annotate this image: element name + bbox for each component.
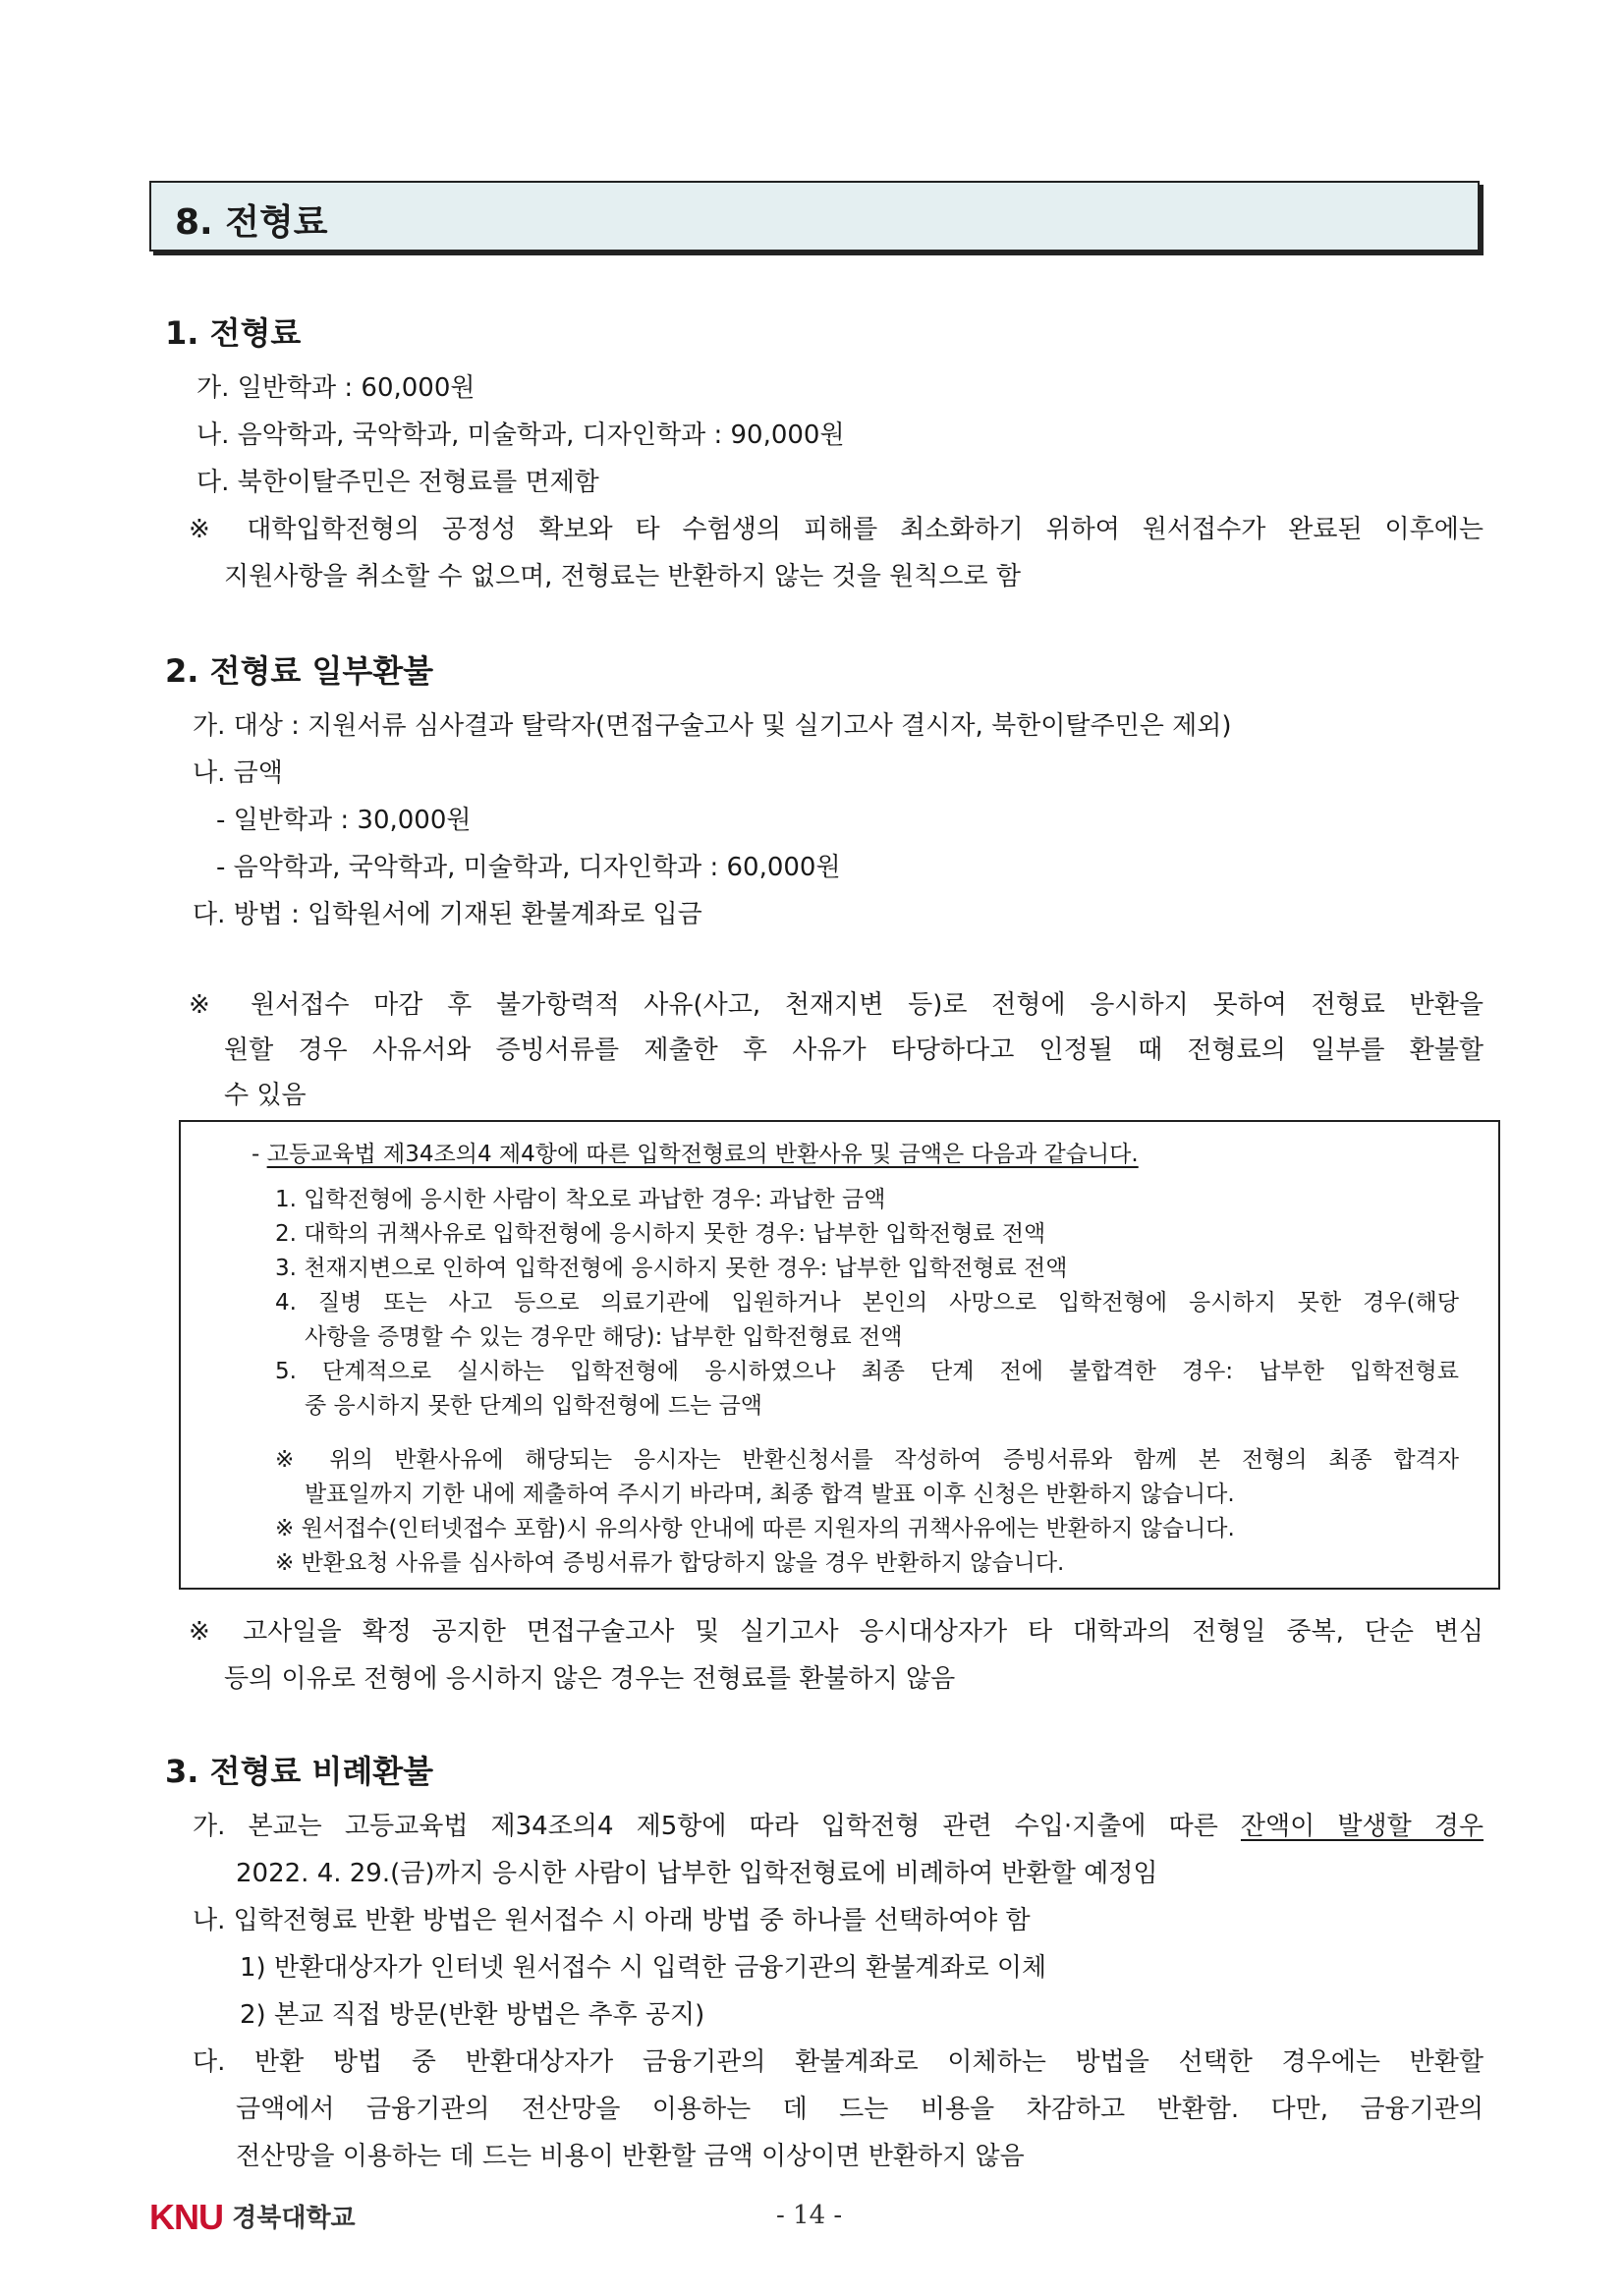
box-item-2: 2. 대학의 귀책사유로 입학전형에 응시하지 못한 경우: 납부한 입학전형료 전액 xyxy=(275,1221,1046,1247)
s3-item-b2: 2) 본교 직접 방문(반환 방법은 추후 공지) xyxy=(240,2000,705,2030)
s1-note-line1: ※ 대학입학전형의 공정성 확보와 타 수험생의 피해를 최소화하기 위하여 원서접수가 완료된 이후에는 xyxy=(189,515,1484,544)
box-lead xyxy=(252,1136,1139,1168)
chapter-header xyxy=(149,181,1480,252)
refund-law-box xyxy=(179,1120,1500,1590)
section-3-title: 3. 전형료 비례환불 xyxy=(165,1753,434,1790)
s3-item-a-line2: 2022. 4. 29.(금)까지 응시한 사람이 납부한 입학전형료에 비례하여 반환할 예정임 xyxy=(236,1859,1158,1888)
knu-logo-text: 경북대학교 xyxy=(232,2204,356,2233)
s1-note-line2: 지원사항을 취소할 수 없으며, 전형료는 반환하지 않는 것을 원칙으로 함 xyxy=(224,562,1022,591)
chapter-title: 8. 전형료 xyxy=(175,202,328,243)
s2-note-line1: ※ 원서접수 마감 후 불가항력적 사유(사고, 천재지변 등)로 전형에 응시하지 못하여 전형료 반환을 xyxy=(189,990,1484,1020)
section-2-title: 2. 전형료 일부환불 xyxy=(165,652,434,690)
box-note-3: ※ 반환요청 사유를 심사하여 증빙서류가 합당하지 않을 경우 반환하지 않습니다. xyxy=(275,1550,1065,1576)
s3-item-b: 나. 입학전형료 반환 방법은 원서접수 시 아래 방법 중 하나를 선택하여야 함 xyxy=(193,1906,1031,1935)
s3-item-c-line2: 금액에서 금융기관의 전산망을 이용하는 데 드는 비용을 차감하고 반환함. 다만, 금융기관의 xyxy=(236,2095,1484,2124)
s2-note-4-line1: ※ 고사일을 확정 공지한 면접구술고사 및 실기고사 응시대상자가 타 대학과의 전형일 중복, 단순 변심 xyxy=(189,1617,1484,1647)
s2-item-a: 가. 대상 : 지원서류 심사결과 탈락자(면접구술고사 및 실기고사 결시자, 북한이탈주민은 제외) xyxy=(193,711,1232,741)
section-1-title: 1. 전형료 xyxy=(165,314,302,352)
s3-item-a-text: 가. 본교는 고등교육법 제34조의4 제5항에 따라 입학전형 관련 수입·지출에 따른 xyxy=(193,1812,1241,1841)
s2-item-b2: - 음악학과, 국악학과, 미술학과, 디자인학과 : 60,000원 xyxy=(216,853,841,882)
box-item-1: 1. 입학전형에 응시한 사람이 착오로 과납한 경우: 과납한 금액 xyxy=(275,1187,886,1212)
box-item-4-line1: 4. 질병 또는 사고 등으로 의료기관에 입원하거나 본인의 사망으로 입학전형에 응시하지 못한 경우(해당 xyxy=(275,1290,1459,1316)
box-item-5-line2: 중 응시하지 못한 단계의 입학전형에 드는 금액 xyxy=(305,1393,763,1419)
s2-note-4-line2: 등의 이유로 전형에 응시하지 않은 경우는 전형료를 환불하지 않음 xyxy=(224,1664,956,1694)
box-note-1-line1: ※ 위의 반환사유에 해당되는 응시자는 반환신청서를 작성하여 증빙서류와 함께 본 전형의 최종 합격자 xyxy=(275,1447,1459,1473)
s1-item-c: 다. 북한이탈주민은 전형료를 면제함 xyxy=(196,468,599,497)
box-item-4-line2: 사항을 증명할 수 있는 경우만 해당): 납부한 입학전형료 전액 xyxy=(305,1324,903,1350)
s3-item-c-line3: 전산망을 이용하는 데 드는 비용이 반환할 금액 이상이면 반환하지 않음 xyxy=(236,2142,1025,2171)
s2-item-b: 나. 금액 xyxy=(193,758,283,788)
box-note-1-line2: 발표일까지 기한 내에 제출하여 주시기 바라며, 최종 합격 발표 이후 신청은 반환하지 않습니다. xyxy=(305,1482,1235,1507)
s3-item-c-line1: 다. 반환 방법 중 반환대상자가 금융기관의 환불계좌로 이체하는 방법을 선택한 경우에는 반환할 xyxy=(193,2047,1484,2077)
box-item-5-line1: 5. 단계적으로 실시하는 입학전형에 응시하였으나 최종 단계 전에 불합격한 경우: 납부한 입학전형료 xyxy=(275,1359,1459,1384)
s1-item-b: 나. 음악학과, 국악학과, 미술학과, 디자인학과 : 90,000원 xyxy=(196,420,845,450)
box-lead-text: 고등교육법 제34조의4 제4항에 따른 입학전형료의 반환사유 및 금액은 다음과 같습니다. xyxy=(266,1142,1139,1167)
s1-item-a: 가. 일반학과 : 60,000원 xyxy=(196,373,476,403)
box-note-2: ※ 원서접수(인터넷접수 포함)시 유의사항 안내에 따른 지원자의 귀책사유에는 반환하지 않습니다. xyxy=(275,1516,1235,1541)
box-lead-dash: - xyxy=(252,1142,267,1167)
box-item-3: 3. 천재지변으로 인하여 입학전형에 응시하지 못한 경우: 납부한 입학전형료 전액 xyxy=(275,1256,1068,1281)
s3-item-b1: 1) 반환대상자가 인터넷 원서접수 시 입력한 금융기관의 환불계좌로 이체 xyxy=(240,1953,1047,1983)
page-number: - 14 - xyxy=(776,2201,843,2230)
s2-item-c: 다. 방법 : 입학원서에 기재된 환불계좌로 입금 xyxy=(193,900,702,929)
s2-note-line2: 원할 경우 사유서와 증빙서류를 제출한 후 사유가 타당하다고 인정될 때 전형료의 일부를 환불할 xyxy=(224,1036,1484,1065)
s2-item-b1: - 일반학과 : 30,000원 xyxy=(216,806,472,835)
s3-item-a-line1 xyxy=(193,1806,1484,1842)
knu-logo xyxy=(149,2197,356,2236)
s2-note-line3: 수 있음 xyxy=(224,1081,307,1110)
knu-logo-mark: KNU xyxy=(149,2197,223,2237)
s3-item-a-underlined: 잔액이 발생할 경우 xyxy=(1240,1812,1484,1841)
